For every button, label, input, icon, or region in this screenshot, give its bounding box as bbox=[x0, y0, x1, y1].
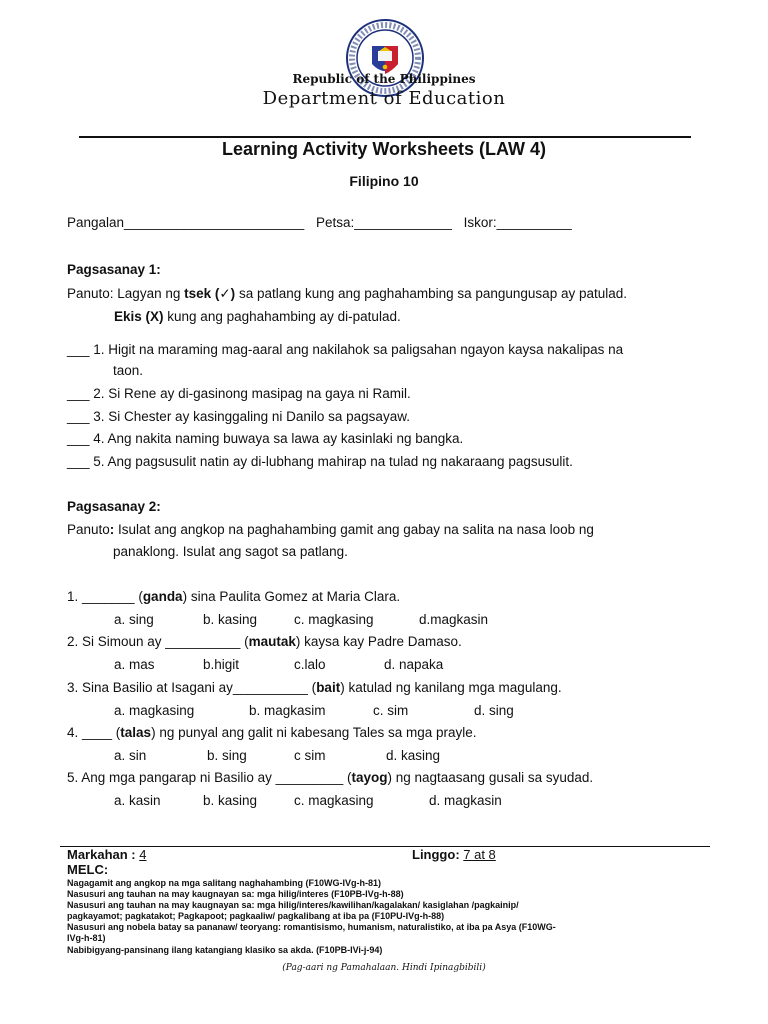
choice-a[interactable]: a. sin bbox=[114, 748, 147, 763]
choice-c[interactable]: c.lalo bbox=[294, 657, 326, 672]
question-text: ) ng nagtaasang gusali sa syudad. bbox=[387, 770, 594, 785]
choice-c[interactable]: c. magkasing bbox=[294, 612, 374, 627]
question-1[interactable] bbox=[67, 589, 400, 604]
name-field[interactable]: Pangalan________________________ bbox=[67, 215, 305, 230]
guide-word: tayog bbox=[351, 770, 388, 785]
header-divider bbox=[79, 136, 691, 138]
instruction-text: sa patlang kung ang paghahambing sa pangungusap ay patulad. bbox=[235, 286, 628, 301]
exercise1-instruction-cont bbox=[114, 309, 401, 324]
instruction-text: Isulat ang angkop na paghahambing gamit ang gabay na salita na nasa loob ng bbox=[114, 522, 594, 537]
choice-b[interactable]: b. sing bbox=[207, 748, 247, 763]
choice-d[interactable]: d. sing bbox=[474, 703, 514, 718]
ekis-term: Ekis (X) bbox=[114, 309, 164, 324]
choice-c[interactable]: c sim bbox=[294, 748, 326, 763]
melc-line-6: IVg-h-81) bbox=[67, 933, 106, 943]
question-text: 2. Si Simoun ay __________ ( bbox=[67, 634, 249, 649]
question-text: 4. ____ ( bbox=[67, 725, 121, 740]
choice-d[interactable]: d. magkasin bbox=[429, 793, 502, 808]
question-5-choices bbox=[0, 793, 768, 811]
subject-title: Filipino 10 bbox=[349, 173, 419, 189]
check-mark-term: tsek (✓) bbox=[184, 286, 236, 301]
guide-word: bait bbox=[316, 680, 341, 695]
melc-line-3: Nasusuri ang tauhan na may kaugnayan sa: mga hilig/interes/kawilihan/kagalakan/ kasiglahan /pagkainip/ bbox=[67, 900, 519, 910]
linggo-line bbox=[412, 847, 496, 862]
choice-d[interactable]: d. napaka bbox=[384, 657, 444, 672]
republic-header: Republic of the Philippines bbox=[292, 72, 476, 86]
question-text: ) kaysa kay Padre Damaso. bbox=[295, 634, 462, 649]
exercise1-instruction bbox=[67, 286, 627, 302]
choice-a[interactable]: a. magkasing bbox=[114, 703, 195, 718]
score-field[interactable]: Iskor:__________ bbox=[463, 215, 572, 230]
student-info-line bbox=[67, 215, 572, 230]
question-text: 1. _______ ( bbox=[67, 589, 143, 604]
melc-line-7: Nabibigyang-pansinang ilang katangiang klasiko sa akda. (F10PB-IVi-j-94) bbox=[67, 945, 383, 955]
choice-c[interactable]: c. magkasing bbox=[294, 793, 374, 808]
exercise1-item-1-cont: taon. bbox=[113, 363, 144, 378]
choice-d[interactable]: d.magkasin bbox=[419, 612, 489, 627]
question-3-choices bbox=[0, 703, 768, 721]
guide-word: mautak bbox=[248, 634, 296, 649]
markahan-value: 4 bbox=[139, 847, 147, 862]
question-text: 5. Ang mga pangarap ni Basilio ay _________ ( bbox=[67, 770, 352, 785]
deped-seal-logo bbox=[345, 18, 425, 98]
question-2[interactable] bbox=[67, 634, 462, 649]
question-4-choices bbox=[0, 748, 768, 766]
choice-a[interactable]: a. kasin bbox=[114, 793, 161, 808]
choice-c[interactable]: c. sim bbox=[373, 703, 409, 718]
instruction-text: kung ang paghahambing ay di-patulad. bbox=[163, 309, 401, 324]
melc-label: MELC: bbox=[67, 862, 109, 877]
ownership-note: (Pag-aari ng Pamahalaan. Hindi Ipinagbibili) bbox=[282, 963, 486, 973]
markahan-label: Markahan : bbox=[67, 847, 140, 862]
exercise1-item-1[interactable]: ___ 1. Higit na maraming mag-aaral ang nakilahok sa paligsahan ngayon kaysa nakalipas na bbox=[67, 342, 624, 357]
choice-d[interactable]: d. kasing bbox=[386, 748, 441, 763]
linggo-value: 7 at 8 bbox=[463, 847, 496, 862]
markahan-line bbox=[67, 847, 167, 862]
exercise2-heading: Pagsasanay 2: bbox=[67, 499, 161, 514]
exercise2-instruction bbox=[67, 522, 594, 537]
guide-word: ganda bbox=[142, 589, 183, 604]
question-text: ) katulad ng kanilang mga magulang. bbox=[340, 680, 562, 695]
melc-line-4: pagkayamot; pagkatakot; Pagkapoot; pagkaaliw/ pagkalibang at iba pa (F10PU-IVg-h-88) bbox=[67, 911, 445, 921]
instruction-text: Panuto: Lagyan ng bbox=[67, 286, 185, 301]
date-field[interactable]: Petsa:_____________ bbox=[316, 215, 452, 230]
guide-word: talas bbox=[120, 725, 152, 740]
exercise1-item-2[interactable]: ___ 2. Si Rene ay di-gasinong masipag na gaya ni Ramil. bbox=[67, 386, 411, 401]
question-4[interactable] bbox=[67, 725, 477, 740]
question-2-choices bbox=[0, 657, 768, 675]
instruction-text: Panuto bbox=[67, 522, 110, 537]
exercise2-instruction-cont: panaklong. Isulat ang sagot sa patlang. bbox=[113, 544, 348, 559]
department-header: Department of Education bbox=[262, 88, 506, 109]
exercise1-heading: Pagsasanay 1: bbox=[67, 262, 161, 277]
question-5[interactable] bbox=[67, 770, 593, 785]
question-text: ) sina Paulita Gomez at Maria Clara. bbox=[182, 589, 401, 604]
question-text: 3. Sina Basilio at Isagani ay__________ ( bbox=[67, 680, 317, 695]
choice-b[interactable]: b.higit bbox=[203, 657, 240, 672]
choice-b[interactable]: b. magkasim bbox=[249, 703, 326, 718]
exercise1-item-5[interactable]: ___ 5. Ang pagsusulit natin ay di-lubhang mahirap na tulad ng nakaraang pagsusulit. bbox=[67, 454, 573, 469]
choice-b[interactable]: b. kasing bbox=[203, 793, 258, 808]
question-1-choices bbox=[0, 612, 768, 630]
instruction-colon: : bbox=[109, 522, 115, 537]
choice-a[interactable]: a. mas bbox=[114, 657, 155, 672]
question-text: ) ng punyal ang galit ni kabesang Tales sa mga prayle. bbox=[151, 725, 477, 740]
worksheet-title: Learning Activity Worksheets (LAW 4) bbox=[221, 139, 547, 159]
choice-a[interactable]: a. sing bbox=[114, 612, 154, 627]
melc-line-5: Nasusuri ang nobela batay sa pananaw/ teoryang: romantisismo, humanism, naturalistiko, at iba pa Asya (F10WG- bbox=[67, 922, 556, 932]
melc-line-1: Nagagamit ang angkop na mga salitang naghahambing (F10WG-IVg-h-81) bbox=[67, 878, 382, 888]
choice-b[interactable]: b. kasing bbox=[203, 612, 258, 627]
linggo-label: Linggo: bbox=[412, 847, 464, 862]
question-3[interactable] bbox=[67, 680, 562, 695]
exercise1-item-3[interactable]: ___ 3. Si Chester ay kasinggaling ni Danilo sa pagsayaw. bbox=[67, 409, 410, 424]
exercise1-item-4[interactable]: ___ 4. Ang nakita naming buwaya sa lawa ay kasinlaki ng bangka. bbox=[67, 431, 464, 446]
melc-line-2: Nasusuri ang tauhan na may kaugnayan sa: mga hilig/interes (F10PB-IVg-h-88) bbox=[67, 889, 404, 899]
